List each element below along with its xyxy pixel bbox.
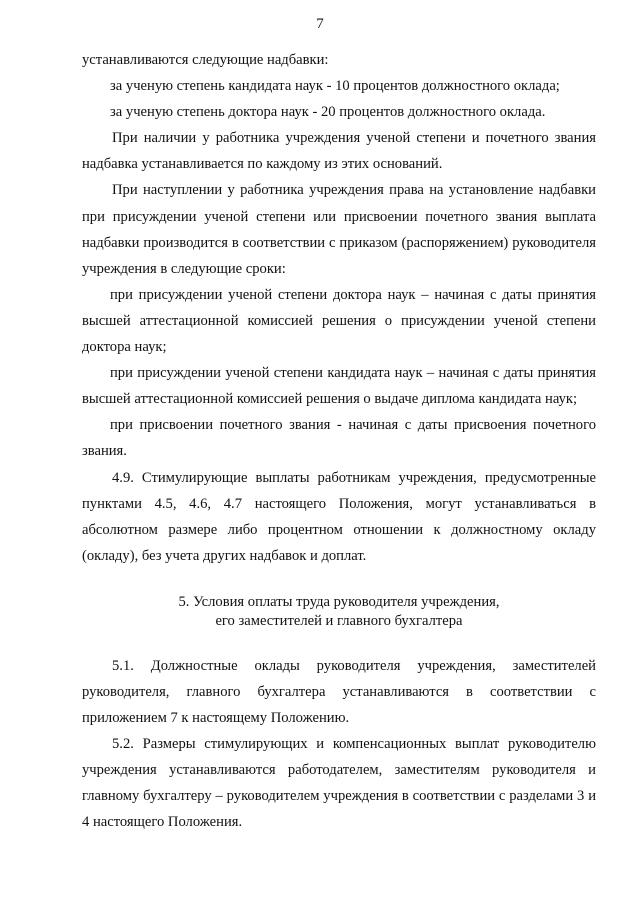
document-body [82, 47, 596, 836]
paragraph-4-9: 4.9. Стимулирующие выплаты работникам учреждения, предусмотренные пунктами 4.5, 4.6, 4.7 настоящего Положения, могут устанавливаться в абсолютном размере либо процентном отношении к должностному окладу (окладу), без учета других надбавок и доплат. [82, 469, 596, 564]
paragraph-doctor-allowance: за ученую степень доктора наук - 20 процентов должностного оклада. [110, 104, 546, 121]
paragraph-candidate-timing: при присуждении ученой степени кандидата наук – начиная с даты принятия высшей аттестационной комиссией решения о выдаче диплома кандидата наук; [82, 365, 596, 408]
paragraph-allowances-intro: устанавливаются следующие надбавки: [82, 52, 329, 68]
paragraph-degree-and-title: При наличии у работника учреждения ученой степени и почетного звания надбавка устанавливается по каждому из этих оснований. [82, 130, 596, 173]
paragraph-5-1: 5.1. Должностные оклады руководителя учреждения, заместителей руководителя, главного бухгалтера устанавливаются в соответствии с приложением 7 к настоящему Положению. [82, 657, 596, 727]
section-5-heading [82, 593, 596, 631]
section-5-heading-line1: 5. Условия оплаты труда руководителя учреждения, [178, 593, 500, 610]
page-number: 7 [316, 16, 324, 32]
paragraph-allowance-timing: При наступлении у работника учреждения права на установление надбавки при присуждении ученой степени или присвоении почетного звания выплата надбавки производится в соответствии с приказом (распоряжением) руководителя учреждения в следующие сроки: [82, 182, 596, 277]
paragraph-5-2: 5.2. Размеры стимулирующих и компенсационных выплат руководителю учреждения устанавливаются работодателем, заместителям руководителя и главному бухгалтеру – руководителем учреждения в соответствии с разделами 3 и 4 настоящего Положения. [82, 736, 596, 831]
paragraph-candidate-allowance: за ученую степень кандидата наук - 10 процентов должностного оклада; [110, 78, 560, 95]
section-5-heading-line2: его заместителей и главного бухгалтера [215, 612, 463, 629]
paragraph-title-timing: при присвоении почетного звания - начиная с даты присвоения почетного звания. [82, 417, 596, 460]
paragraph-doctor-timing: при присуждении ученой степени доктора наук – начиная с даты принятия высшей аттестационной комиссией решения о присуждении ученой степени доктора наук; [82, 286, 596, 356]
